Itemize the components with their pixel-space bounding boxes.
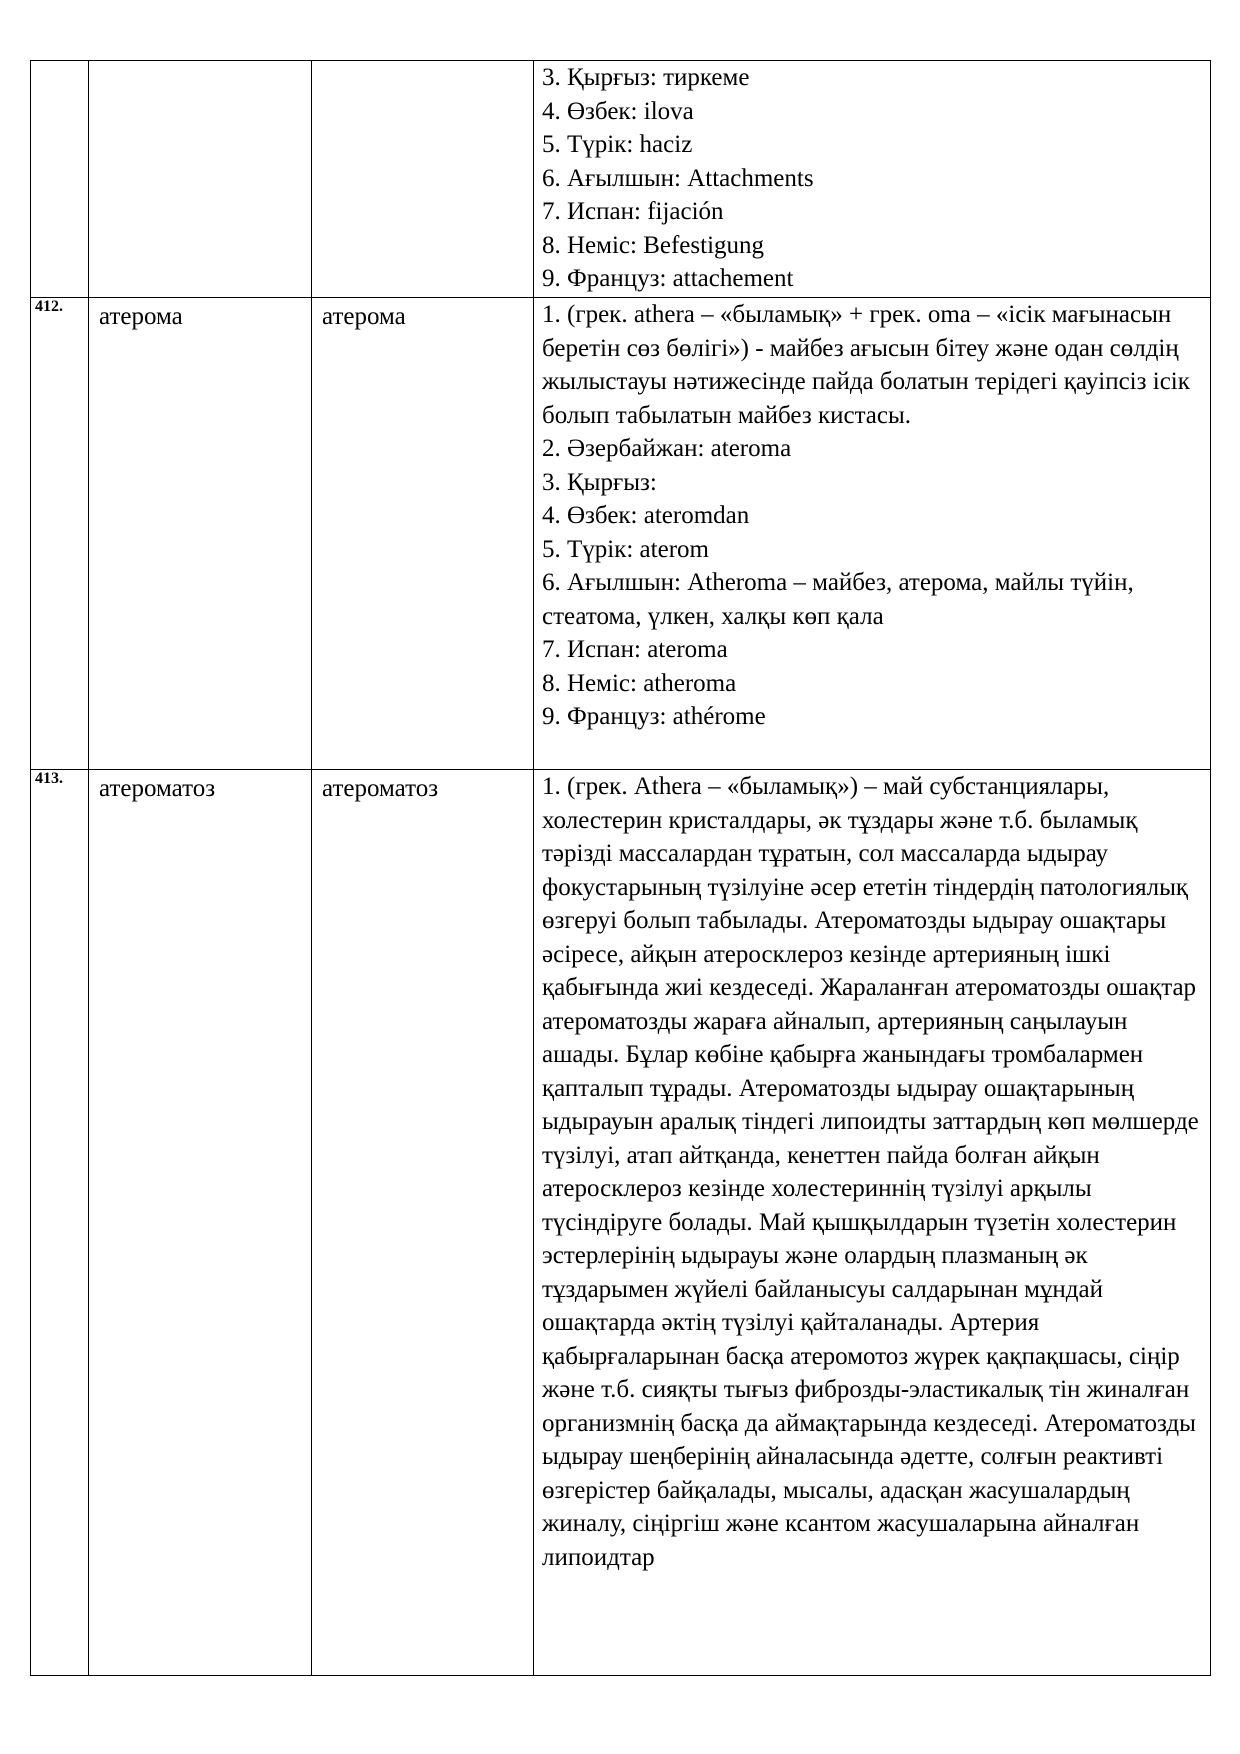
term-kazakh: [89, 61, 312, 298]
translation-line: 9. Француз: attachement: [542, 265, 794, 292]
translation-line: 5. Түрік: aterom: [542, 535, 709, 563]
table-row: [31, 770, 1211, 1676]
translation-line: 3. Қырғыз: тиркеме: [542, 64, 750, 91]
translation-line: 3. Қырғыз:: [542, 468, 657, 496]
table-row: [31, 61, 1211, 298]
translation-line: 4. Өзбек: ateromdan: [542, 502, 750, 529]
translation-line: 7. Испан: fijación: [542, 198, 724, 225]
entry-number: 412.: [31, 298, 89, 770]
translation-line: 4. Өзбек: ilova: [542, 97, 694, 125]
term-russian: атерома: [312, 298, 534, 770]
translation-line: 9. Француз: athérome: [542, 703, 766, 730]
table-row: [31, 298, 1211, 770]
translation-line: 6. Ағылшын: Atheroma – майбез, атерома, майлы түйін, стеатома, үлкен, халқы көп қала: [542, 569, 1134, 630]
translation-line: 2. Әзербайжан: ateroma: [542, 435, 792, 462]
translation-line: 5. Түрік: haciz: [542, 131, 693, 158]
term-kazakh: атерома: [89, 298, 312, 770]
definition-cell: [534, 770, 1211, 1676]
translation-line: 8. Неміс: Befestigung: [542, 231, 765, 259]
dictionary-table: [30, 60, 1211, 1676]
definition-text: 1. (грек. athera – «быламық» + грек. oma – «ісік мағынасын беретін сөз бөлігі») - майбез ағысын бітеу және одан сөлдің жылыстауы нәтижесінде пайда болатын терідегі қауіпсіз ісік болып табылатын майбез кистасы.: [542, 301, 1190, 429]
translation-line: 7. Испан: ateroma: [542, 636, 728, 663]
translation-line: 6. Ағылшын: Attachments: [542, 164, 814, 192]
term-russian: [312, 61, 534, 298]
definition-cell: [534, 61, 1211, 298]
term-kazakh: атероматоз: [89, 770, 312, 1676]
definition-text: 1. (грек. Athera – «быламық») – май субстанциялары, холестерин кристалдары, әк тұздары және т.б. быламық тәрізді массалардан тұратын, сол массаларда ыдырау фокустарының түзілуіне әсер ететін тіндердің патологиялық өзгеруі болып табылады. Атероматозды ыдырау ошақтары әсіресе, айқын атеросклероз кезінде артерияның ішкі қабығында жиі кездеседі. Жараланған атероматозды ошақтар атероматозды жараға айналып, артерияның саңылауын ашады. Бұлар көбіне қабырға жанындағы тромбалармен қапталып тұрады. Атероматозды ыдырау ошақтарының ыдырауын аралық тіндегі липоидты заттардың көп мөлшерде түзілуі, атап айтқанда, кенеттен пайда болған айқын атеросклероз кезінде холестериннің түзілуі арқылы түсіндіруге болады. Май қышқылдарын түзетін холестерин эстерлерінің ыдырауы және олардың плазманың әк тұздарымен жүйелі байланысуы салдарынан мұндай ошақтарда әктің түзілуі қайталанады. Артерия қабырғаларынан басқа атеромотоз жүрек қақпақшасы, сіңір және т.б. сияқты тығыз фиброзды-эластикалық тін жиналған организмнің басқа да аймақтарында кездеседі. Атероматозды ыдырау шеңберінің айналасында әдетте, солғын реактивті өзгерістер байқалады, мысалы, адасқан жасушалардың жиналу, сіңіргіш және ксантом жасушаларына айналған липоидтар: [542, 773, 1199, 1571]
entry-number: [31, 61, 89, 298]
translation-line: 8. Неміс: atheroma: [542, 669, 737, 697]
definition-cell: [534, 298, 1211, 770]
term-russian: атероматоз: [312, 770, 534, 1676]
entry-number: 413.: [31, 770, 89, 1676]
document-page: [30, 60, 1210, 1676]
